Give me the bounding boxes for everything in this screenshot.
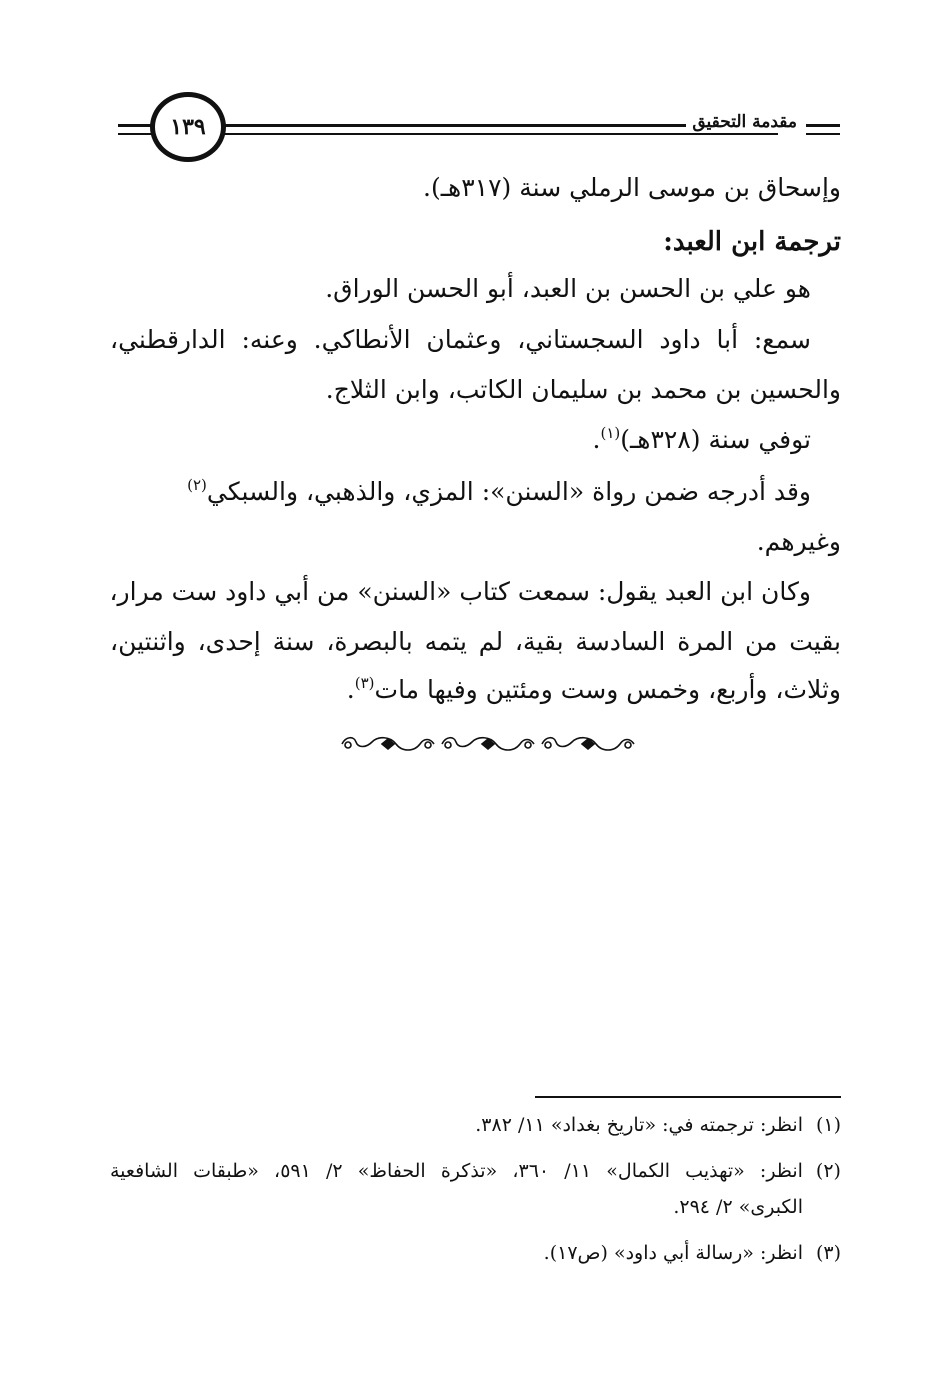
- body-line: [347, 672, 841, 708]
- body-line: سمع: أبا داود السجستاني، وعثمان الأنطاكي. وعنه: الدارقطني،: [110, 325, 811, 354]
- footnote-text: انظر: ترجمته في: «تاريخ بغداد» ١١/ ٣٨٢.: [475, 1114, 803, 1136]
- ornament-unit: [442, 738, 534, 750]
- footnote-number: (٢): [815, 1160, 841, 1182]
- footnote: [544, 1238, 841, 1268]
- body-line: وكان ابن العبد يقول: سمعت كتاب «السنن» من أبي داود ست مرار،: [109, 577, 811, 606]
- ornament-divider: [338, 730, 638, 758]
- footnote-rule: [535, 1096, 841, 1098]
- body-text: توفي سنة (٣٢٨هـ): [620, 425, 811, 454]
- body-line: وإسحاق بن موسى الرملي سنة (٣١٧هـ).: [423, 173, 841, 202]
- footnote-ref: (١): [600, 424, 621, 442]
- section-heading: ترجمة ابن العبد:: [663, 227, 841, 257]
- ornament-unit: [542, 738, 634, 750]
- page-number: [150, 92, 226, 162]
- body-line: [187, 474, 811, 510]
- footnote-ref: (٢): [187, 476, 207, 494]
- footnote-text: انظر: «رسالة أبي داود» (ص١٧).: [543, 1242, 803, 1264]
- header-rule: [806, 133, 840, 135]
- body-text: وقد أدرجه ضمن رواة «السنن»: المزي، والذهبي، والسبكي: [206, 477, 811, 506]
- footnote: [475, 1110, 841, 1140]
- footnote-number: (٣): [815, 1242, 841, 1264]
- footnote: [110, 1156, 841, 1186]
- body-line: بقيت من المرة السادسة بقية، لم يتمه بالبصرة، سنة إحدى، واثنتين،: [110, 627, 841, 656]
- footnote-ref: (٣): [354, 674, 375, 692]
- page-number-text: ١٣٩: [170, 114, 206, 140]
- running-head: مقدمة التحقيق: [686, 112, 803, 132]
- body-line: هو علي بن الحسن بن العبد، أبو الحسن الوراق.: [325, 274, 811, 303]
- ornament-unit: [342, 738, 434, 750]
- body-text: .: [346, 675, 355, 704]
- body-line: [593, 422, 812, 458]
- footnote-continuation: الكبرى» ٢/ ٢٩٤.: [673, 1196, 803, 1218]
- header-rule: [806, 124, 840, 127]
- body-text: وثلاث، وأربع، وخمس وست ومئتين وفيها مات: [374, 675, 841, 704]
- footnote-number: (١): [815, 1114, 841, 1136]
- footnote-text: انظر: «تهذيب الكمال» ١١/ ٣٦٠، «تذكرة الحفاظ» ٢/ ٥٩١، «طبقات الشافعية: [110, 1160, 803, 1182]
- body-line: وغيرهم.: [756, 527, 841, 556]
- body-text: .: [592, 425, 601, 454]
- body-line: والحسين بن محمد بن سليمان الكاتب، وابن الثلاج.: [325, 375, 841, 404]
